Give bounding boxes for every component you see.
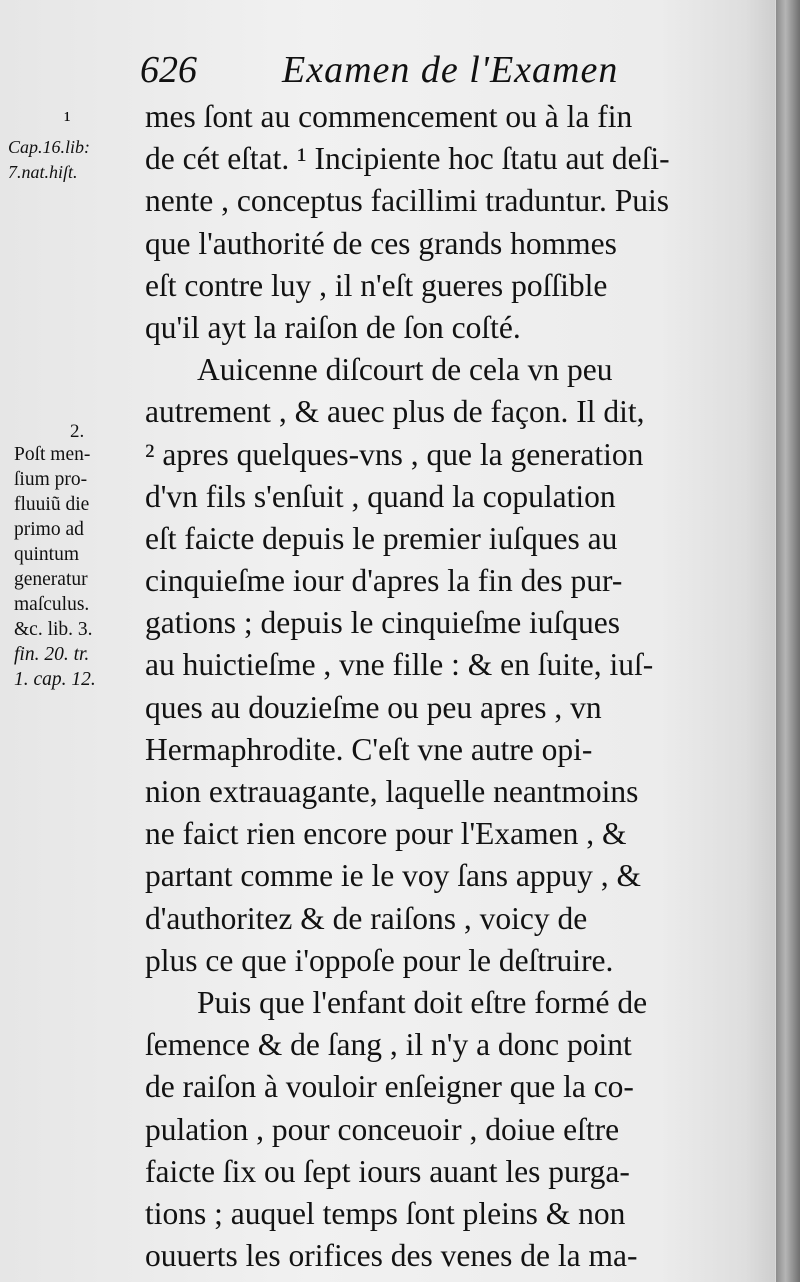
page-edge-shadow [745,0,775,1282]
text-line: Puis que l'enfant doit eſtre formé de [197,984,648,1020]
margin-note-line: quintum [14,544,80,565]
text-line: d'vn fils s'enſuit , quand la copulation [145,478,616,514]
text-line: nion extrauagante, laquelle neantmoins [145,774,639,809]
text-line: tions ; auquel temps ſont pleins & non [145,1195,626,1231]
text-line: ouuerts les orifices des venes de la ma- [145,1238,638,1274]
text-line: de raiſon à vouloir enſeigner que la co- [145,1069,634,1105]
margin-note-line: fin. 20. tr. [14,644,90,665]
margin-note-line: Poſt men- [14,444,91,465]
text-line: plus ce que i'oppoſe pour le deſtruire. [145,942,614,978]
text-line: ² apres quelques-vns , que la generation [145,436,644,472]
margin-note-line: fluuiũ die [14,494,90,515]
text-line: ne faict rien encore pour l'Examen , & [145,816,627,852]
margin-note-2 [14,422,142,692]
margin-note-line: primo ad [14,519,84,540]
text-line: eſt contre luy , il n'eſt gueres poſſible [145,267,608,303]
text-line: Hermaphrodite. C'eſt vne autre opi- [145,731,593,767]
margin-note-line: generatur [14,569,88,590]
text-line: faicte ſix ou ſept iours auant les purga- [145,1153,630,1189]
margin-note-line: maſculus. [14,594,90,615]
text-line: partant comme ie le voy ſans appuy , & [145,858,641,894]
text-line: mes ſont au commencement ou à la fin [145,99,633,134]
margin-note-line: &c. lib. 3. [14,619,93,640]
scan-border [776,0,800,1282]
margin-note-line: Cap.16.lib: [8,137,91,157]
text-line: ſemence & de ſang , il n'y a donc point [145,1027,632,1063]
text-line: qu'il ayt la raiſon de ſon coſté. [145,309,521,345]
margin-note-line: 7.nat.hiſt. [8,162,78,182]
page-number: 626 [140,49,197,91]
page-header [140,48,740,100]
margin-note-number: 2. [70,421,85,442]
text-line: ques au douzieſme ou peu apres , vn [145,689,602,725]
text-line: au huictieſme , vne fille : & en ſuite, iuſ- [145,647,654,683]
text-line: de cét eſtat. ¹ Incipiente hoc ſtatu aut deſi- [145,141,670,177]
margin-note-line: 1. cap. 12. [14,669,96,690]
body-text [145,96,735,1277]
margin-note-number: ¹ [64,107,71,132]
text-line: pulation , pour conceuoir , doiue eſtre [145,1111,620,1147]
text-line: autrement , & auec plus de façon. Il dit, [145,394,645,430]
text-line: d'authoritez & de raiſons , voicy de [145,900,588,936]
text-line: gations ; depuis le cinquieſme iuſques [145,605,621,641]
text-line: nente , conceptus facillimi traduntur. Puis [145,183,670,219]
text-line: Auicenne diſcourt de cela vn peu [197,352,613,388]
text-line: que l'authorité de ces grands hommes [145,225,617,261]
margin-note-1 [8,105,138,185]
margin-note-line: ſium pro- [14,469,88,490]
text-line: cinquieſme iour d'apres la fin des pur- [145,563,623,599]
running-title: Examen de l'Examen [282,49,619,91]
text-line: eſt faicte depuis le premier iuſques au [145,520,618,556]
